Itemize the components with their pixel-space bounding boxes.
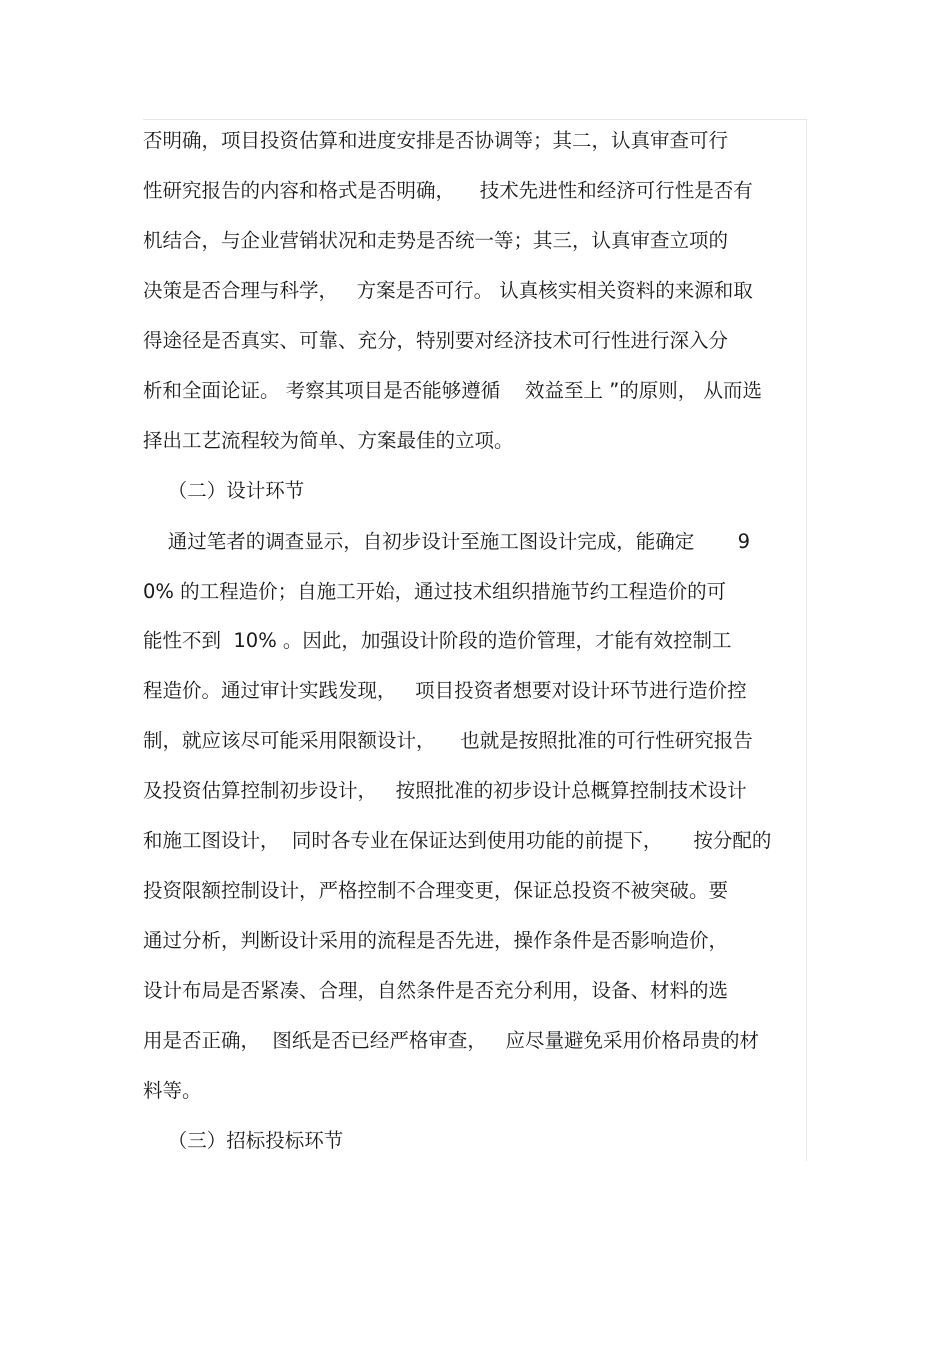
text-line: 设计布局是否紧凑、合理，自然条件是否充分利用，设备、材料的选 (143, 979, 729, 1002)
text-line: 投资限额控制设计，严格控制不合理变更，保证总投资不被突破。要 (143, 879, 729, 902)
text-line: 制，就应该尽可能采用限额设计， 也就是按照批准的可行性研究报告 (143, 729, 753, 752)
section-heading: （三）招标投标环节 (143, 1129, 344, 1152)
text-line: 否明确，项目投资估算和进度安排是否协调等；其二，认真审查可行 (143, 129, 729, 152)
text-line: 性研究报告的内容和格式是否明确， 技术先进性和经济可行性是否有 (143, 179, 753, 202)
section-heading: （二）设计环节 (143, 479, 305, 502)
text-line: 择出工艺流程较为简单、方案最佳的立项。 (143, 429, 514, 452)
text-line: 和施工图设计， 同时各专业在保证达到使用功能的前提下， 按分配的 (143, 829, 772, 852)
text-line: 0% 的工程造价；自施工开始，通过技术组织措施节约工程造价的可 (143, 580, 727, 603)
text-line: 能性不到 10% 。因此，加强设计阶段的造价管理，才能有效控制工 (143, 629, 732, 652)
text-line: 用是否正确， 图纸是否已经严格审查， 应尽量避免采用价格昂贵的材 (143, 1029, 759, 1052)
text-line: 通过分析，判断设计采用的流程是否先进，操作条件是否影响造价， (143, 929, 729, 952)
text-line: 析和全面论证。 考察其项目是否能够遵循 效益至上 ”的原则， 从而选 (143, 379, 762, 402)
text-line: 决策是否合理与科学， 方案是否可行。 认真核实相关资料的来源和取 (143, 279, 753, 302)
text-line: 程造价。通过审计实践发现， 项目投资者想要对设计环节进行造价控 (143, 679, 747, 702)
text-line: 及投资估算控制初步设计， 按照批准的初步设计总概算控制技术设计 (143, 779, 747, 802)
text-line: 得途径是否真实、可靠、充分，特别要对经济技术可行性进行深入分 (143, 329, 729, 352)
text-line: 料等。 (143, 1079, 202, 1102)
text-line: 通过笔者的调查显示，自初步设计至施工图设计完成，能确定 9 (143, 530, 751, 553)
text-line: 机结合，与企业营销状况和走势是否统一等；其三，认真审查立项的 (143, 229, 729, 252)
